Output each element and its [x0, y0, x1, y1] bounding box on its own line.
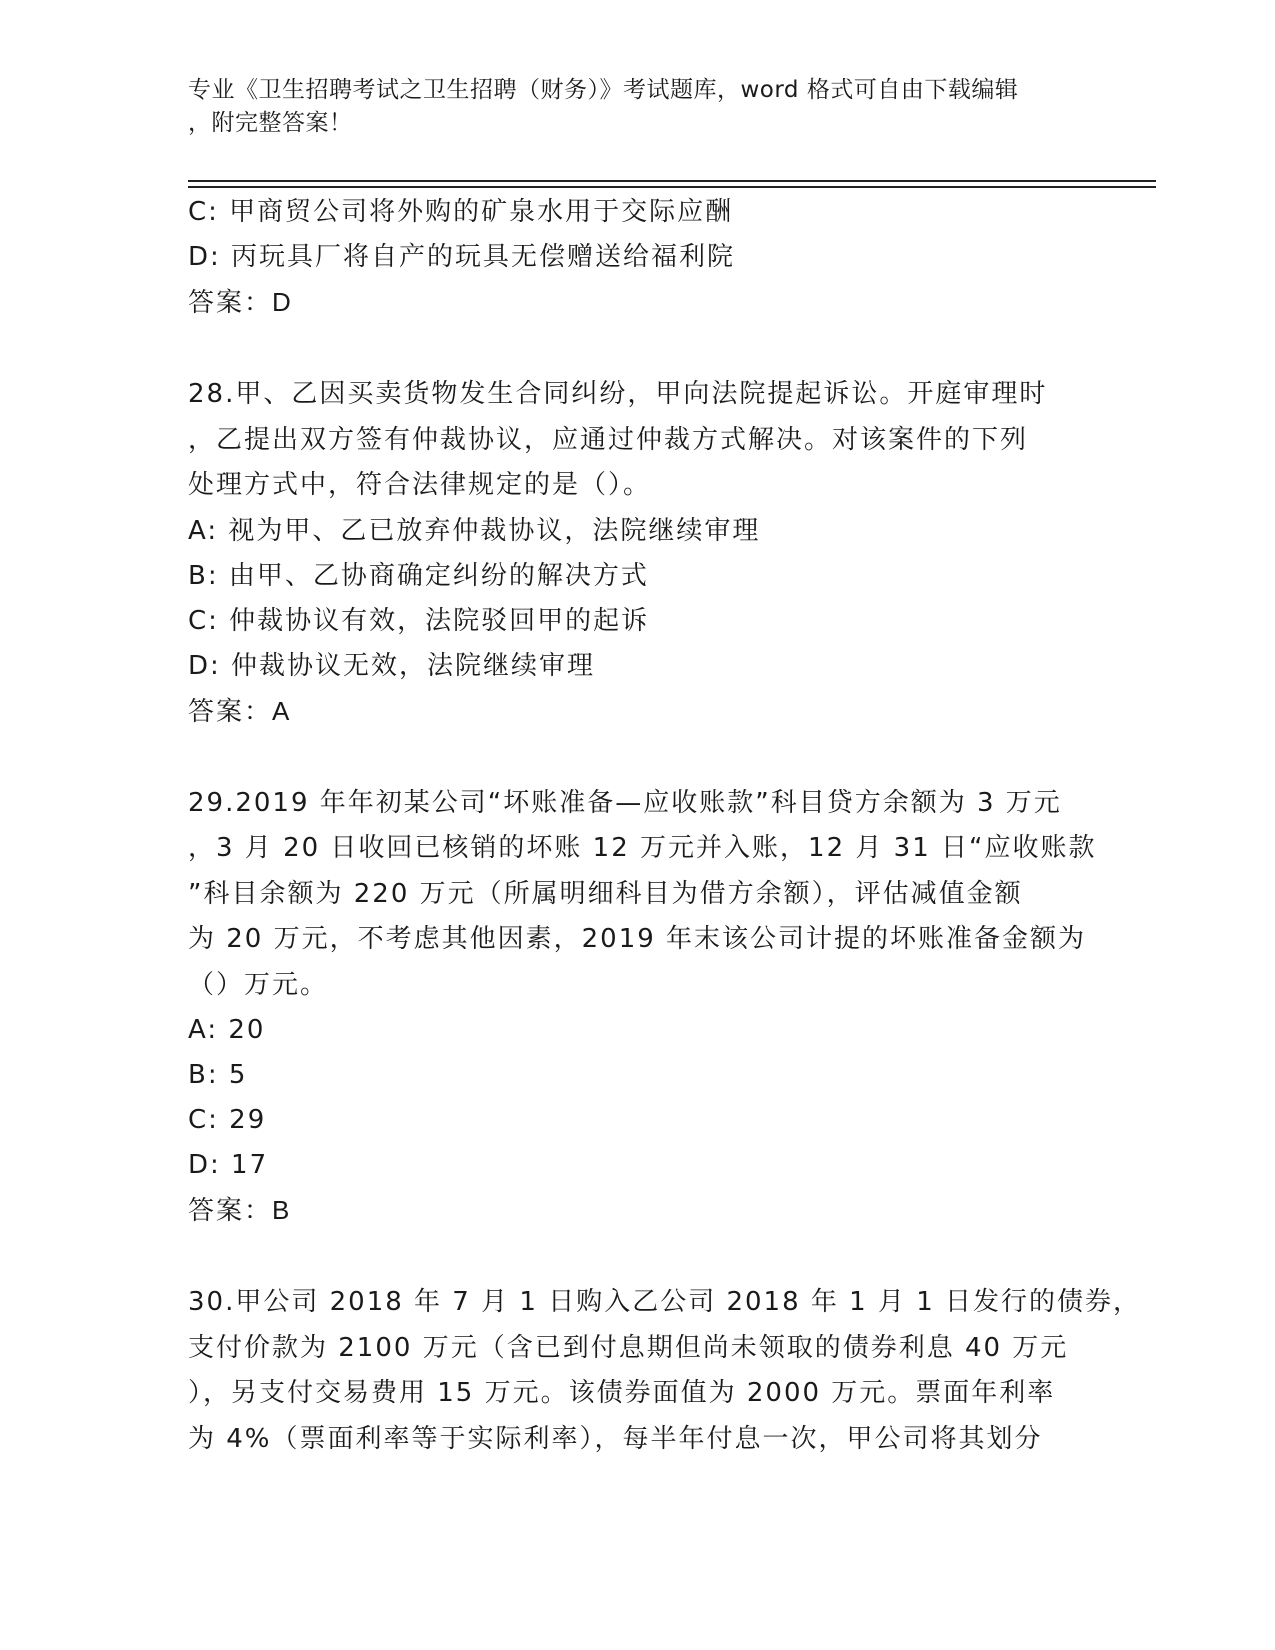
question-27: [188, 190, 1088, 325]
question-text-line: 为 20 万元，不考虑其他因素，2019 年末该公司计提的坏账准备金额为: [188, 924, 1087, 954]
question-28: [188, 372, 1088, 734]
question-text-line: 29.2019 年年初某公司“坏账准备—应收账款”科目贷方余额为 3 万元: [188, 787, 1062, 818]
question-text-line: ”科目余额为 220 万元（所属明细科目为借方余额），评估减值金额: [188, 878, 1023, 909]
question-text-line: 为 4%（票面利率等于实际利率），每半年付息一次，甲公司将其划分: [188, 1423, 1043, 1454]
question-text-line: ，乙提出双方签有仲裁协议，应通过仲裁方式解决。对该案件的下列: [188, 424, 1029, 455]
header-divider-top: [188, 180, 1156, 182]
answer-line: [188, 280, 1088, 325]
question-30: [188, 1280, 1142, 1462]
option-c: C: 29: [188, 1105, 267, 1135]
option-d: D: 丙玩具厂将自产的玩具无偿赠送给福利院: [188, 242, 736, 272]
header-line-2: ，附完整答案！: [188, 110, 353, 136]
option-b: B: 5: [188, 1060, 248, 1090]
option-d: D: 仲裁协议无效，法院继续审理: [188, 650, 596, 681]
option-a: A: 视为甲、乙已放弃仲裁协议，法院继续审理: [188, 515, 761, 546]
answer-value: D: [272, 287, 293, 317]
question-text-line: ），另支付交易费用 15 万元。该债券面值为 2000 万元。票面年利率: [188, 1378, 1056, 1408]
answer-value: A: [272, 695, 292, 726]
question-text-line: 30.甲公司 2018 年 7 月 1 日购入乙公司 2018 年 1 月 1 日发行的债券，: [188, 1287, 1142, 1317]
answer-label: 答案：: [188, 288, 273, 318]
question-text-line: 28.甲、乙因买卖货物发生合同纠纷，甲向法院提起诉讼。开庭审理时: [188, 379, 1048, 409]
header-divider-bottom: [188, 186, 1156, 188]
question-text-line: ，3 月 20 日收回已核销的坏账 12 万元并入账，12 月 31 日“应收账款: [188, 833, 1097, 863]
answer-line: [188, 689, 1088, 734]
option-c: C: 甲商贸公司将外购的矿泉水用于交际应酬: [188, 197, 734, 227]
option-d: D: 17: [188, 1150, 269, 1180]
answer-value: B: [272, 1195, 292, 1225]
question-text-line: 支付价款为 2100 万元（含已到付息期但尚未领取的债券利息 40 万元: [188, 1332, 1069, 1363]
question-29: [188, 781, 1097, 1234]
option-b: B: 由甲、乙协商确定纠纷的解决方式: [188, 560, 649, 591]
answer-label: 答案：: [188, 696, 273, 727]
question-text-line: （）万元。: [188, 969, 329, 1000]
question-list: [188, 190, 1142, 1462]
answer-line: [188, 1188, 1088, 1233]
option-a: A: 20: [188, 1015, 266, 1045]
question-text-line: 处理方式中，符合法律规定的是（）。: [188, 470, 652, 500]
header-line-1: 专业《卫生招聘考试之卫生招聘（财务）》考试题库，word 格式可自由下载编辑: [188, 77, 1019, 103]
answer-label: 答案：: [188, 1196, 273, 1226]
option-c: C: 仲裁协议有效，法院驳回甲的起诉: [188, 605, 650, 636]
page-header: [188, 74, 1088, 140]
